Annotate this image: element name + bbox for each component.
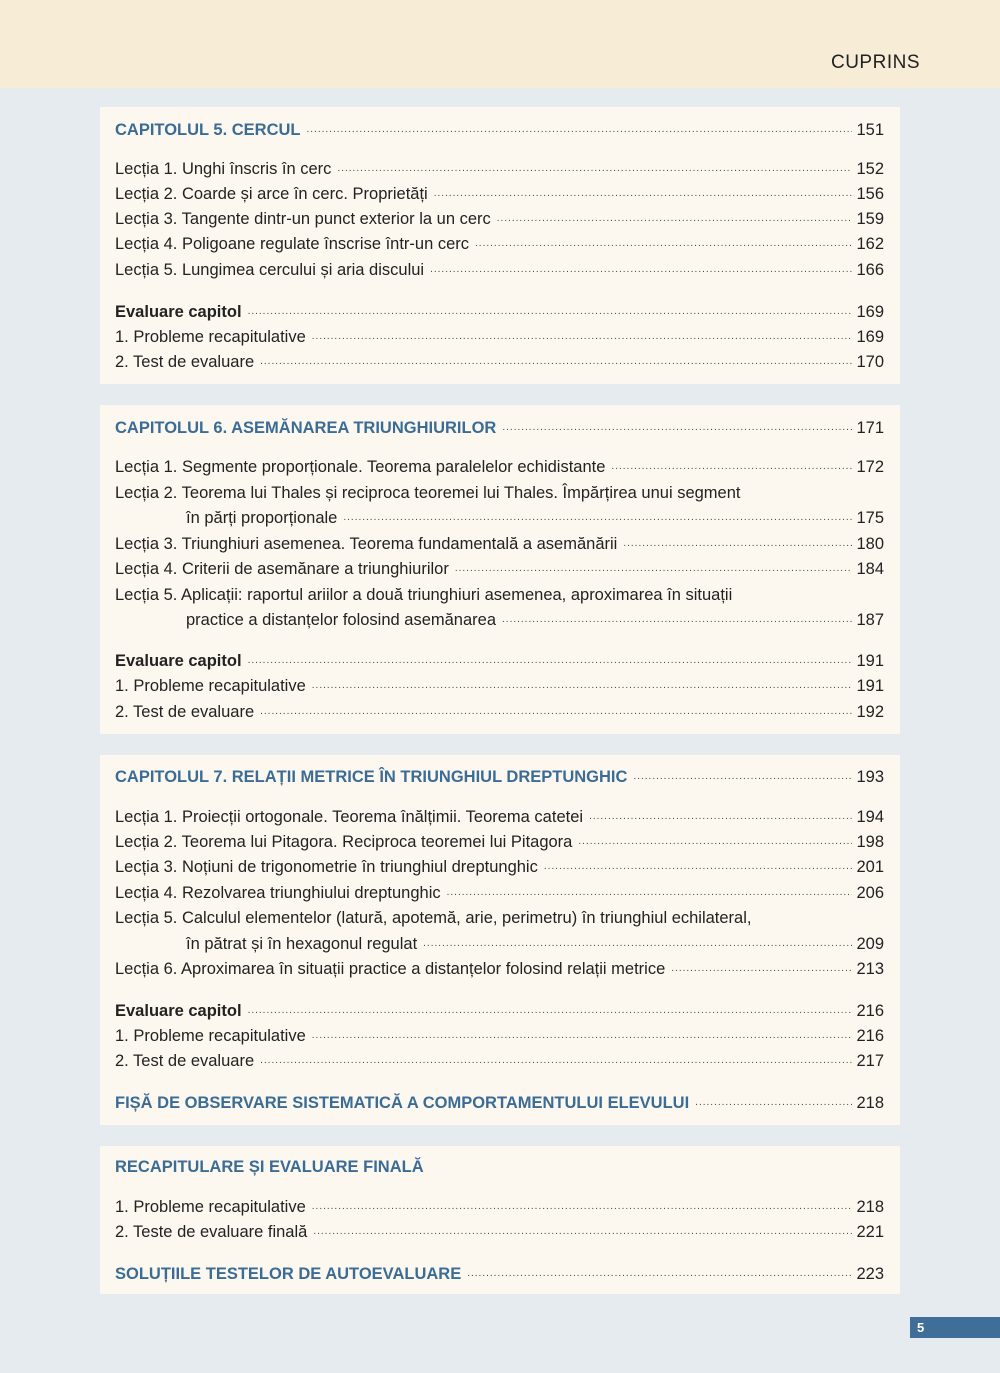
page-number: 180: [856, 535, 884, 553]
toc-entry[interactable]: [115, 857, 884, 877]
chapter-5-box: [100, 107, 900, 384]
dot-leader: [312, 1026, 853, 1046]
item-title: 1. Probleme recapitulative: [115, 1027, 306, 1045]
page-number: 216: [856, 1002, 884, 1020]
evaluation-title: Evaluare capitol: [115, 303, 242, 321]
page-number: 193: [856, 768, 884, 786]
page-number: 171: [856, 419, 884, 437]
dot-leader: [455, 559, 853, 579]
toc-entry[interactable]: [115, 534, 884, 554]
chapter-title: CAPITOLUL 7. RELAȚII METRICE ÎN TRIUNGHIUL DREPTUNGHIC: [115, 768, 628, 786]
toc-entry[interactable]: [115, 1026, 884, 1046]
toc-entry-solutions[interactable]: [115, 1264, 884, 1284]
toc-entry[interactable]: [115, 832, 884, 852]
dot-leader: [447, 883, 853, 903]
page-number: 169: [856, 328, 884, 346]
lesson-title: Lecția 1. Unghi înscris în cerc: [115, 160, 332, 178]
dot-leader: [423, 934, 852, 954]
toc-entry[interactable]: [115, 352, 884, 372]
toc-entry-chapter-6[interactable]: [115, 418, 884, 438]
page-number: 184: [856, 560, 884, 578]
page-number: 218: [856, 1198, 884, 1216]
toc-entry[interactable]: [115, 209, 884, 229]
page-number: 201: [856, 858, 884, 876]
dot-leader: [475, 234, 852, 254]
lesson-title: Lecția 6. Aproximarea în situații practice a distanțelor folosind relații metrice: [115, 960, 666, 978]
toc-entry-observation[interactable]: [115, 1093, 884, 1113]
lesson-title: Lecția 1. Proiecții ortogonale. Teorema înălțimii. Teorema catetei: [115, 808, 584, 826]
dot-leader: [502, 610, 852, 630]
page-number: 172: [856, 458, 884, 476]
page-number: 206: [856, 884, 884, 902]
dot-leader: [248, 651, 853, 671]
header-band: [0, 0, 1000, 88]
toc-entry-chapter-5[interactable]: [115, 120, 884, 140]
dot-leader: [434, 184, 853, 204]
page-number: 152: [856, 160, 884, 178]
dot-leader: [611, 457, 852, 477]
item-title: 1. Probleme recapitulative: [115, 1198, 306, 1216]
page-number: 209: [856, 935, 884, 953]
dot-leader: [623, 534, 852, 554]
page-number: 216: [856, 1027, 884, 1045]
lesson-title: Lecția 5. Lungimea cercului și aria discului: [115, 261, 425, 279]
toc-entry[interactable]: [115, 883, 884, 903]
page-number: 221: [856, 1223, 884, 1241]
lesson-title-line1: Lecția 5. Calculul elementelor (latură, apotemă, arie, perimetru) în triunghiul echilateral,: [115, 909, 752, 927]
toc-entry[interactable]: [115, 559, 884, 579]
page-number: 175: [856, 509, 884, 527]
item-title: 1. Probleme recapitulative: [115, 328, 306, 346]
running-header: CUPRINS: [830, 52, 920, 73]
lesson-title-line2: practice a distanțelor folosind asemănarea: [186, 611, 497, 629]
evaluation-title: Evaluare capitol: [115, 1002, 242, 1020]
toc-entry[interactable]: [115, 508, 884, 528]
dot-leader: [307, 120, 853, 140]
lesson-title: Lecția 4. Rezolvarea triunghiului dreptunghic: [115, 884, 441, 902]
page-number: 192: [856, 703, 884, 721]
dot-leader: [260, 702, 852, 722]
dot-leader: [589, 807, 852, 827]
page-number: 162: [856, 235, 884, 253]
page-number: 169: [856, 303, 884, 321]
dot-leader: [343, 508, 852, 528]
item-title: 2. Test de evaluare: [115, 1052, 255, 1070]
section-title: SOLUȚIILE TESTELOR DE AUTOEVALUARE: [115, 1265, 462, 1283]
lesson-title: Lecția 4. Poligoane regulate înscrise într-un cerc: [115, 235, 470, 253]
page-number: 217: [856, 1052, 884, 1070]
dot-leader: [260, 352, 852, 372]
chapter-title: CAPITOLUL 6. ASEMĂNAREA TRIUNGHIURILOR: [115, 419, 497, 437]
toc-entry[interactable]: [115, 1222, 884, 1242]
toc-entry[interactable]: [115, 1051, 884, 1071]
item-title: 1. Probleme recapitulative: [115, 677, 306, 695]
dot-leader: [497, 209, 853, 229]
page-number: 170: [856, 353, 884, 371]
toc-entry[interactable]: [115, 807, 884, 827]
chapter-6-box: [100, 405, 900, 734]
dot-leader: [544, 857, 853, 877]
page-number: 187: [856, 611, 884, 629]
toc-entry-evaluation[interactable]: [115, 302, 884, 322]
dot-leader: [312, 676, 853, 696]
item-title: 2. Test de evaluare: [115, 353, 255, 371]
section-title: RECAPITULARE ȘI EVALUARE FINALĂ: [115, 1158, 424, 1176]
lesson-title-line1: Lecția 5. Aplicații: raportul ariilor a două triunghiuri asemenea, aproximarea în situații: [115, 586, 733, 604]
lesson-title: Lecția 2. Teorema lui Pitagora. Reciproca teoremei lui Pitagora: [115, 833, 573, 851]
evaluation-title: Evaluare capitol: [115, 652, 242, 670]
lesson-title: Lecția 3. Triunghiuri asemenea. Teorema fundamentală a asemănării: [115, 535, 618, 553]
lesson-title: Lecția 4. Criterii de asemănare a triunghiurilor: [115, 560, 449, 578]
dot-leader: [312, 327, 853, 347]
dot-leader: [695, 1093, 852, 1113]
page-number-label: 5: [917, 1320, 925, 1335]
dot-leader: [337, 159, 852, 179]
dot-leader: [578, 832, 852, 852]
page-number: 213: [856, 960, 884, 978]
chapter-7-box: [100, 755, 900, 1125]
page-number: 166: [856, 261, 884, 279]
toc-entry[interactable]: [115, 959, 884, 979]
item-title: 2. Test de evaluare: [115, 703, 255, 721]
lesson-title: Lecția 2. Coarde și arce în cerc. Proprietăți: [115, 185, 428, 203]
section-title: FIȘĂ DE OBSERVARE SISTEMATICĂ A COMPORTAMENTULUI ELEVULUI: [115, 1094, 690, 1112]
toc-entry-evaluation[interactable]: [115, 651, 884, 671]
page-number: 191: [856, 677, 884, 695]
page-number: 218: [856, 1094, 884, 1112]
toc-entry-final[interactable]: [115, 1157, 884, 1177]
lesson-title: Lecția 3. Noțiuni de trigonometrie în triunghiul dreptunghic: [115, 858, 538, 876]
lesson-title-line2: în pătrat și în hexagonul regulat: [186, 935, 418, 953]
page-number: 198: [856, 833, 884, 851]
toc-entry[interactable]: [115, 934, 884, 954]
dot-leader: [467, 1264, 852, 1284]
lesson-title: Lecția 3. Tangente dintr-un punct exterior la un cerc: [115, 210, 491, 228]
final-review-box: [100, 1146, 900, 1294]
toc-entry-evaluation[interactable]: [115, 1001, 884, 1021]
dot-leader: [260, 1051, 852, 1071]
toc-entry[interactable]: [115, 327, 884, 347]
toc-entry[interactable]: [115, 260, 884, 280]
toc-entry[interactable]: [115, 159, 884, 179]
dot-leader: [312, 1197, 853, 1217]
dot-leader: [671, 959, 852, 979]
page-number: 159: [856, 210, 884, 228]
dot-leader: [430, 260, 852, 280]
lesson-title-line2: în părți proporționale: [186, 509, 338, 527]
dot-leader: [248, 1001, 853, 1021]
lesson-title-line1: Lecția 2. Teorema lui Thales și reciproca teoremei lui Thales. Împărțirea unui segment: [115, 484, 741, 502]
page-number: 223: [856, 1265, 884, 1283]
dot-leader: [633, 767, 852, 787]
toc-entry-chapter-7[interactable]: [115, 767, 884, 787]
dot-leader: [313, 1222, 852, 1242]
page-number: 191: [856, 652, 884, 670]
chapter-title: CAPITOLUL 5. CERCUL: [115, 121, 301, 139]
toc-entry[interactable]: [115, 184, 884, 204]
item-title: 2. Teste de evaluare finală: [115, 1223, 308, 1241]
toc-entry[interactable]: [115, 610, 884, 630]
dot-leader: [502, 418, 852, 438]
toc-entry[interactable]: [115, 1197, 884, 1217]
toc-entry[interactable]: [115, 702, 884, 722]
toc-entry[interactable]: [115, 457, 884, 477]
page-number: 156: [856, 185, 884, 203]
page-number: 151: [856, 121, 884, 139]
page-number: 194: [856, 808, 884, 826]
toc-entry[interactable]: [115, 676, 884, 696]
dot-leader: [248, 302, 853, 322]
lesson-title: Lecția 1. Segmente proporționale. Teorema paralelelor echidistante: [115, 458, 606, 476]
toc-entry[interactable]: [115, 234, 884, 254]
